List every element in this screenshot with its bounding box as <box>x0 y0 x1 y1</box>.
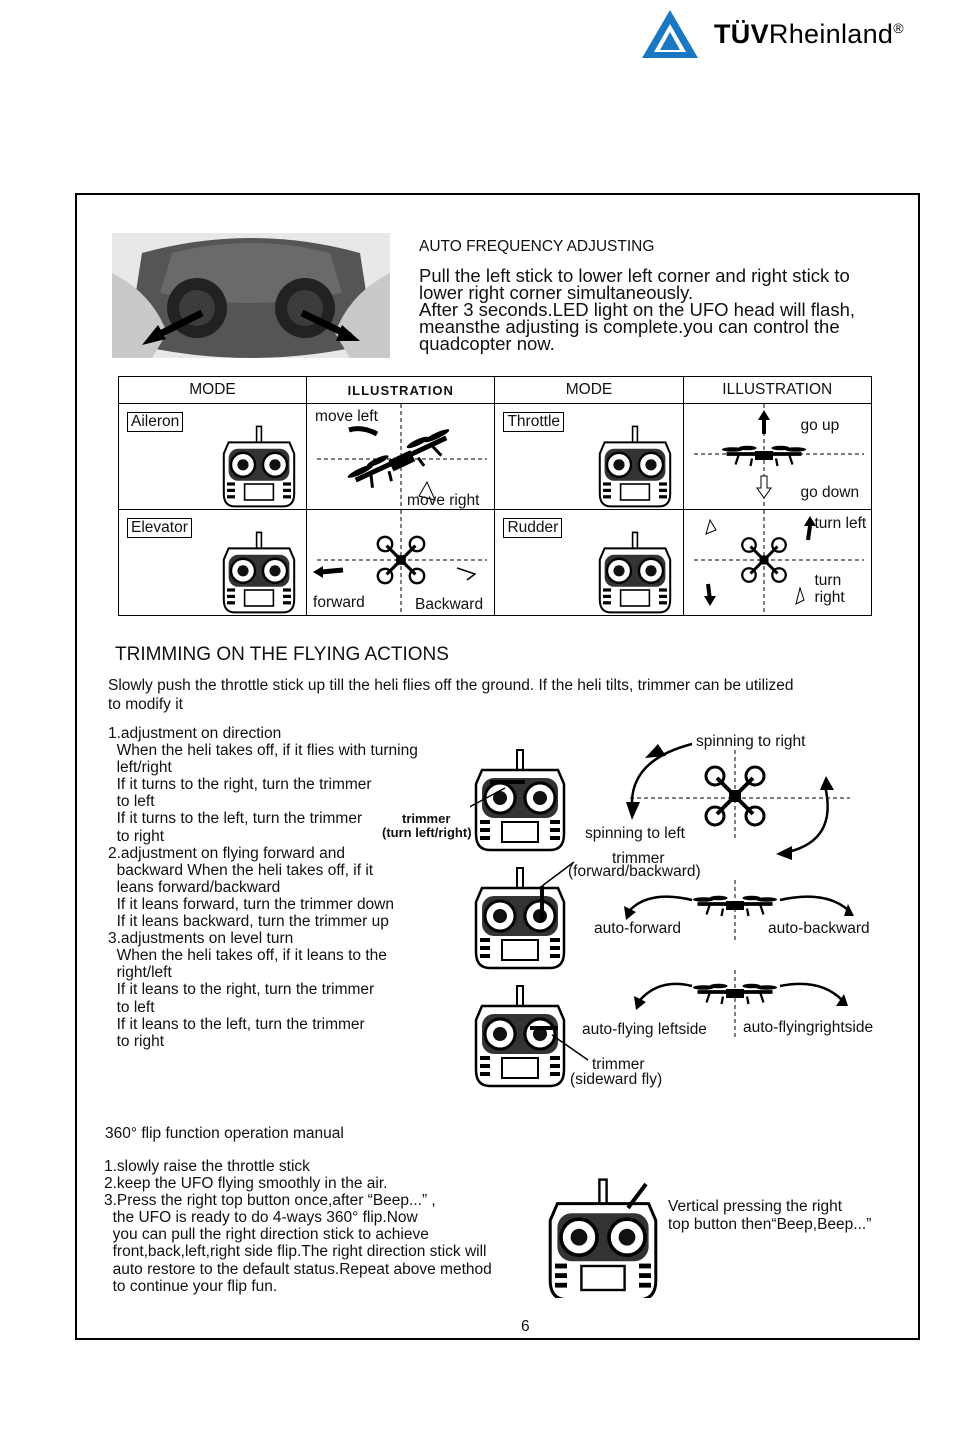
mode-cell-aileron <box>119 404 307 510</box>
trimmer-label: trimmer <box>612 850 665 867</box>
mode-label: Rudder <box>503 518 562 538</box>
auto-frequency-line: meansthe adjusting is complete.you can control the <box>419 316 840 337</box>
illustration-elevator <box>307 510 495 616</box>
text-line: to left <box>108 998 155 1016</box>
remote-icon <box>495 404 683 509</box>
header-mode: MODE <box>119 377 307 404</box>
text-line: When the heli takes off, if it leans to the <box>108 947 387 965</box>
text-line: backward When the heli takes off, if it <box>108 861 374 879</box>
text-line: auto restore to the default status.Repeat above method <box>104 1260 492 1278</box>
right-label: right <box>814 589 845 606</box>
forward-label: forward <box>313 594 365 611</box>
header-illustration: ILLUSTRATION <box>683 377 872 404</box>
trimming-intro: Slowly push the throttle stick up till the heli flies off the ground. If the heli tilts, trimmer can be utilized <box>108 677 794 694</box>
text-line: to right <box>108 1032 164 1050</box>
mode-table <box>118 376 872 616</box>
auto-frequency-line: Pull the left stick to lower left corner and right stick to <box>419 265 850 286</box>
text-line: to left <box>108 793 155 811</box>
spin-right-label: spinning to right <box>696 733 806 750</box>
remote-icon <box>119 510 307 615</box>
text-line: front,back,left,right side flip.The right direction stick will <box>104 1243 487 1261</box>
text-line: If it leans backward, turn the trimmer up <box>108 913 389 931</box>
backward-label: Backward <box>415 596 484 613</box>
flip-instructions <box>104 1158 492 1295</box>
text-line: to right <box>108 827 164 845</box>
trimmer-label: (turn left/right) <box>382 825 472 840</box>
trimming-illustration <box>470 710 910 1100</box>
text-line: If it turns to the left, turn the trimmer <box>108 810 363 828</box>
triangle-logo-icon <box>640 8 700 60</box>
illustration-throttle <box>683 404 872 510</box>
text-line: 2.adjustment on flying forward and <box>108 844 345 862</box>
trimmer-label: (forward/backward) <box>568 863 701 880</box>
tuv-logo <box>640 4 904 64</box>
auto-right-label: auto-flyingrightside <box>743 1019 874 1036</box>
trimming-steps <box>108 725 418 1050</box>
text-line: When the heli takes off, if it flies with turning <box>108 742 418 760</box>
remote-icon <box>495 510 683 615</box>
flip-note: top button then“Beep,Beep...” <box>668 1216 872 1233</box>
text-line: 1.adjustment on direction <box>108 725 282 742</box>
header-illustration: ILLUSTRATION <box>307 377 495 404</box>
auto-forward-label: auto-forward <box>594 920 682 937</box>
auto-frequency-line: quadcopter now. <box>419 333 555 354</box>
header-mode: MODE <box>495 377 683 404</box>
auto-frequency-line: After 3 seconds.LED light on the UFO head will flash, <box>419 299 855 320</box>
text-line: 2.keep the UFO flying smoothly in the air. <box>104 1175 388 1193</box>
text-line: If it leans to the left, turn the trimmer <box>108 1015 365 1033</box>
move-left-label: move left <box>315 408 378 425</box>
illustration-rudder <box>683 510 872 616</box>
illustration-aileron <box>307 404 495 510</box>
text-line: right/left <box>108 964 172 982</box>
flip-remote-illustration <box>548 1128 658 1298</box>
trimmer-label: trimmer <box>592 1056 645 1073</box>
mode-cell-throttle <box>495 404 683 510</box>
logo-text: TÜVRheinland® <box>714 18 904 49</box>
text-line: If it turns to the right, turn the trimmer <box>108 776 372 794</box>
text-line: left/right <box>108 759 172 777</box>
trimmer-label: trimmer <box>402 811 451 826</box>
move-right-label: move right <box>407 492 480 509</box>
text-line: If it leans forward, turn the trimmer down <box>108 895 394 913</box>
auto-frequency-title: AUTO FREQUENCY ADJUSTING <box>419 238 655 255</box>
auto-backward-label: auto-backward <box>768 920 870 937</box>
turn-label: turn <box>814 572 842 589</box>
page-number: 6 <box>521 1318 530 1335</box>
auto-frequency-line: lower right corner simultaneously. <box>419 282 694 303</box>
text-line: 1.slowly raise the throttle stick <box>104 1158 310 1175</box>
spin-left-label: spinning to left <box>585 825 685 842</box>
text-line: you can pull the right direction stick to achieve <box>104 1226 429 1244</box>
mode-cell-elevator <box>119 510 307 616</box>
text-line: to continue your flip fun. <box>104 1277 278 1295</box>
go-up-label: go up <box>800 417 840 434</box>
trimming-intro: to modify it <box>108 696 183 713</box>
mode-cell-rudder <box>495 510 683 616</box>
text-line: the UFO is ready to do 4-ways 360° flip.Now <box>104 1209 418 1227</box>
trimming-title: TRIMMING ON THE FLYING ACTIONS <box>115 644 449 665</box>
mode-label: Elevator <box>127 518 192 538</box>
remote-icon <box>119 404 307 509</box>
flip-note: Vertical pressing the right <box>668 1198 843 1215</box>
text-line: 3.adjustments on level turn <box>108 930 294 948</box>
flip-title: 360° flip function operation manual <box>105 1125 344 1142</box>
mode-label: Throttle <box>503 412 564 432</box>
text-line: leans forward/backward <box>108 878 281 896</box>
remote-hands-photo <box>112 233 390 358</box>
auto-left-label: auto-flying leftside <box>582 1021 707 1038</box>
text-line: If it leans to the right, turn the trimmer <box>108 981 375 999</box>
mode-label: Aileron <box>127 412 183 432</box>
text-line: 3.Press the right top button once,after “Beep...” , <box>104 1192 436 1210</box>
turn-left-label: turn left <box>814 515 867 532</box>
trimmer-label: (sideward fly) <box>570 1071 663 1088</box>
go-down-label: go down <box>800 484 860 501</box>
